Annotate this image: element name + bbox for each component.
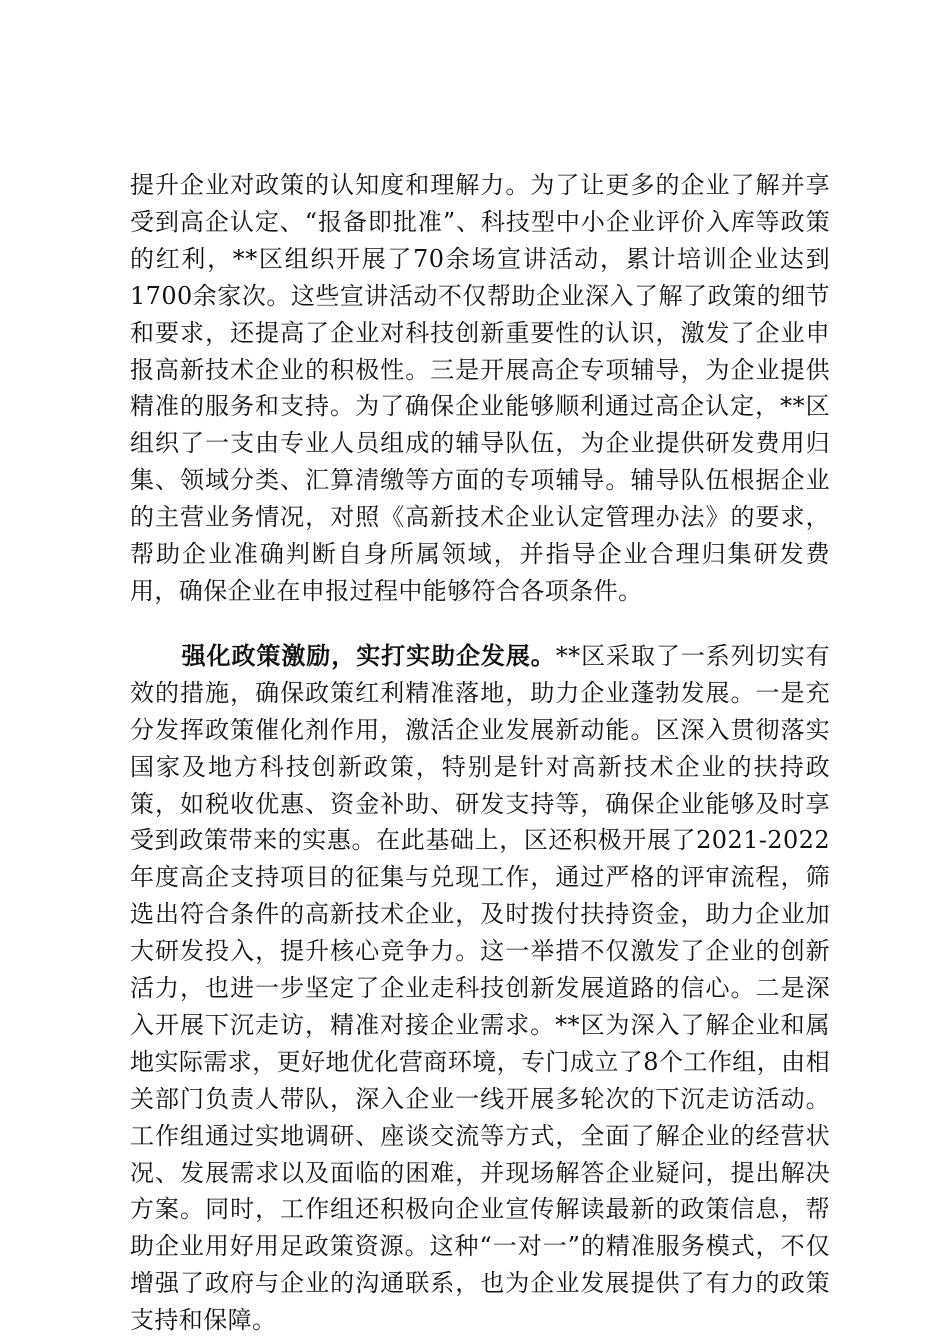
paragraph-1 bbox=[130, 167, 830, 610]
paragraph-1-body: 提升企业对政策的认知度和理解力。为了让更多的企业了解并享受到高企认定、“报备即批准”、科技型中小企业评价入库等政策的红利，**区组织开展了70余场宣讲活动，累计培训企业达到1700余家次。这些宣讲活动不仅帮助企业深入了解了政策的细节和要求，还提高了企业对科技创新重要性的认识，激发了企业申报高新技术企业的积极性。三是开展高企专项辅导，为企业提供精准的服务和支持。为了确保企业能够顺利通过高企认定，**区组织了一支由专业人员组成的辅导队伍，为企业提供研发费用归集、领域分类、汇算清缴等方面的专项辅导。辅导队伍根据企业的主营业务情况，对照《高新技术企业认定管理办法》的要求，帮助企业准确判断自身所属领域，并指导企业合理归集研发费用，确保企业在申报过程中能够符合各项条件。 bbox=[130, 171, 830, 605]
document-page bbox=[130, 167, 830, 1339]
paragraph-2 bbox=[130, 638, 830, 1339]
paragraph-2-lead: 强化政策激励，实打实助企发展。 bbox=[181, 640, 556, 670]
paragraph-2-body: **区采取了一系列切实有效的措施，确保政策红利精准落地，助力企业蓬勃发展。一是充分发挥政策催化剂作用，激活企业发展新动能。区深入贯彻落实国家及地方科技创新政策，特别是针对高新技术企业的扶持政策，如税收优惠、资金补助、研发支持等，确保企业能够及时享受到政策带来的实惠。在此基础上，区还积极开展了2021-2022年度高企支持项目的征集与兑现工作，通过严格的评审流程，筛选出符合条件的高新技术企业，及时拨付扶持资金，助力企业加大研发投入，提升核心竞争力。这一举措不仅激发了企业的创新活力，也进一步坚定了企业走科技创新发展道路的信心。二是深入开展下沉走访，精准对接企业需求。**区为深入了解企业和属地实际需求，更好地优化营商环境，专门成立了8个工作组，由相关部门负责人带队，深入企业一线开展多轮次的下沉走访活动。工作组通过实地调研、座谈交流等方式，全面了解企业的经营状况、发展需求以及面临的困难，并现场解答企业疑问，提出解决方案。同时，工作组还积极向企业宣传解读最新的政策信息，帮助企业用好用足政策资源。这种“一对一”的精准服务模式，不仅增强了政府与企业的沟通联系，也为企业发展提供了有力的政策支持和保障。 bbox=[130, 641, 830, 1335]
